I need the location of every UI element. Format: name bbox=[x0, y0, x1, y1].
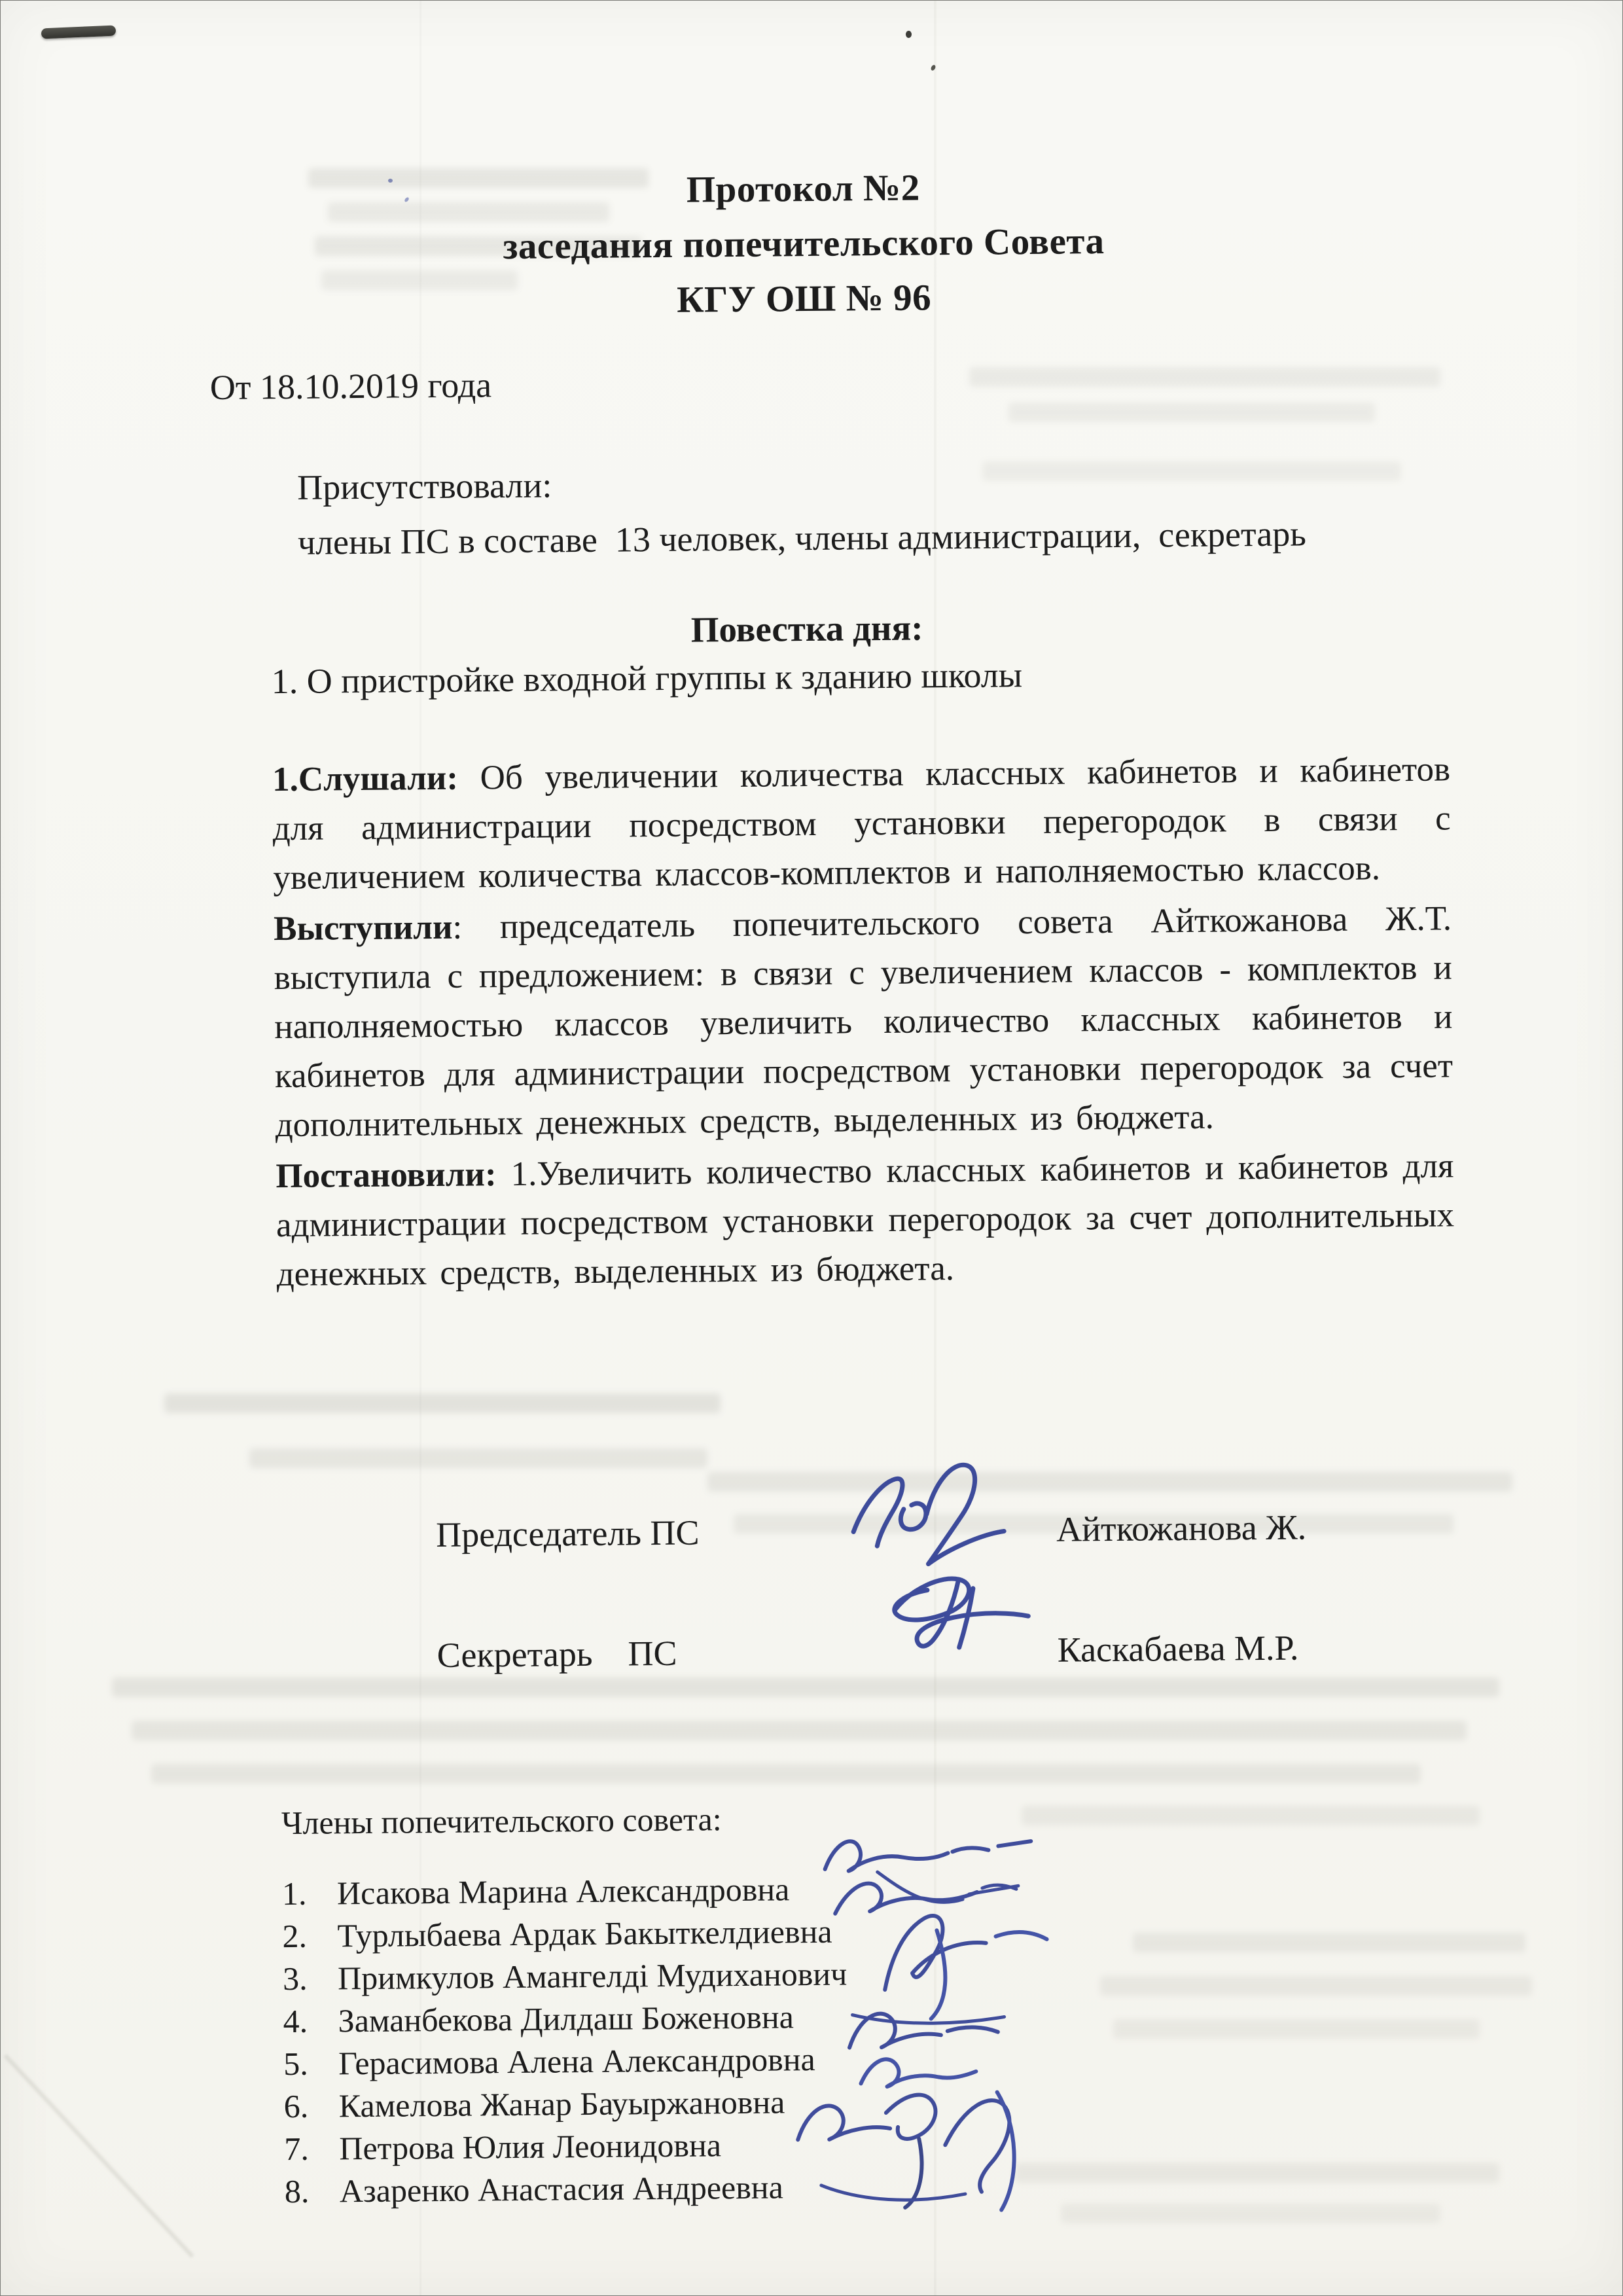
paragraph-resolved-text: 1.Увеличить количество классных кабинетов и кабинетов для администрации посредством установки перегородок за счет дополнительных денежных средств, выделенных из бюджета. bbox=[276, 1147, 1455, 1294]
paragraph-spoke bbox=[274, 894, 1454, 1150]
member-number: 8. bbox=[284, 2172, 310, 2210]
member-name: Азаренко Анастасия Андреевна bbox=[339, 2168, 783, 2210]
paragraph-heard bbox=[272, 745, 1452, 903]
member-number: 6. bbox=[283, 2087, 309, 2125]
paragraph-resolved-lead: Постановили: bbox=[276, 1155, 497, 1196]
member-number: 4. bbox=[283, 2002, 308, 2040]
paragraph-heard-text: Об увеличении количества классных кабинетов и кабинетов для администрации посредством установки перегородок в связи с увеличением количества классов-комплектов и наполняемостью классов. bbox=[272, 750, 1451, 897]
paragraph-heard-lead: 1.Слушали: bbox=[272, 759, 459, 799]
member-name: Камелова Жанар Бауыржановна bbox=[338, 2083, 785, 2125]
member-name: Турлыбаева Ардак Бакыткелдиевна bbox=[337, 1912, 832, 1954]
agenda-heading: Повестка дня: bbox=[690, 607, 923, 650]
member-number: 2. bbox=[282, 1917, 308, 1955]
attendance-text: члены ПС в составе 13 человек, члены администрации, секретарь bbox=[297, 514, 1307, 562]
title-line-2: заседания попечительского Совета bbox=[503, 221, 1105, 268]
secretary-role-label: Секретарь ПС bbox=[437, 1633, 677, 1676]
member-number: 7. bbox=[284, 2130, 310, 2168]
member-name: Петрова Юлия Леонидовна bbox=[339, 2126, 722, 2167]
attendance-label: Присутствовали: bbox=[296, 465, 552, 507]
chairman-name: Айткожанова Ж. bbox=[1056, 1507, 1307, 1549]
document-date: От 18.10.2019 года bbox=[209, 365, 492, 407]
title-line-1: Протокол №2 bbox=[686, 167, 920, 211]
member-name: Заманбекова Дилдаш Боженовна bbox=[338, 1998, 794, 2039]
member-number: 1. bbox=[281, 1874, 307, 1912]
paragraph-resolved bbox=[276, 1141, 1455, 1299]
member-name: Герасимова Алена Александровна bbox=[338, 2041, 815, 2082]
members-signatures bbox=[687, 1827, 1149, 2237]
paragraph-spoke-lead: Выступили bbox=[273, 908, 453, 948]
member-number: 5. bbox=[283, 2045, 308, 2083]
chairman-role-label: Председатель ПС bbox=[435, 1513, 700, 1555]
protocol-body bbox=[272, 745, 1455, 1301]
secretary-name: Каскабаева М.Р. bbox=[1057, 1628, 1299, 1670]
paragraph-spoke-text: : председатель попечительского совета Айткожанова Ж.Т. выступила с предложением: в связи с увеличением классов - комплектов и наполняемостью классов увеличить количество классных кабинетов и кабинетов для администрации посредством установки перегородок за счет дополнительных денежных средств, выделенных из бюджета. bbox=[274, 899, 1454, 1145]
member-name: Исакова Марина Александровна bbox=[336, 1871, 790, 1912]
document-title bbox=[0, 154, 1615, 334]
member-number: 3. bbox=[282, 1960, 308, 1998]
member-name: Примкулов Амангелді Мудиханович bbox=[337, 1955, 847, 1997]
members-heading: Члены попечительского совета: bbox=[281, 1801, 722, 1842]
title-line-3: КГУ ОШ № 96 bbox=[676, 277, 932, 321]
secretary-signature bbox=[855, 1549, 1039, 1664]
agenda-item-1: 1. О пристройке входной группы к зданию школы bbox=[271, 655, 1023, 702]
